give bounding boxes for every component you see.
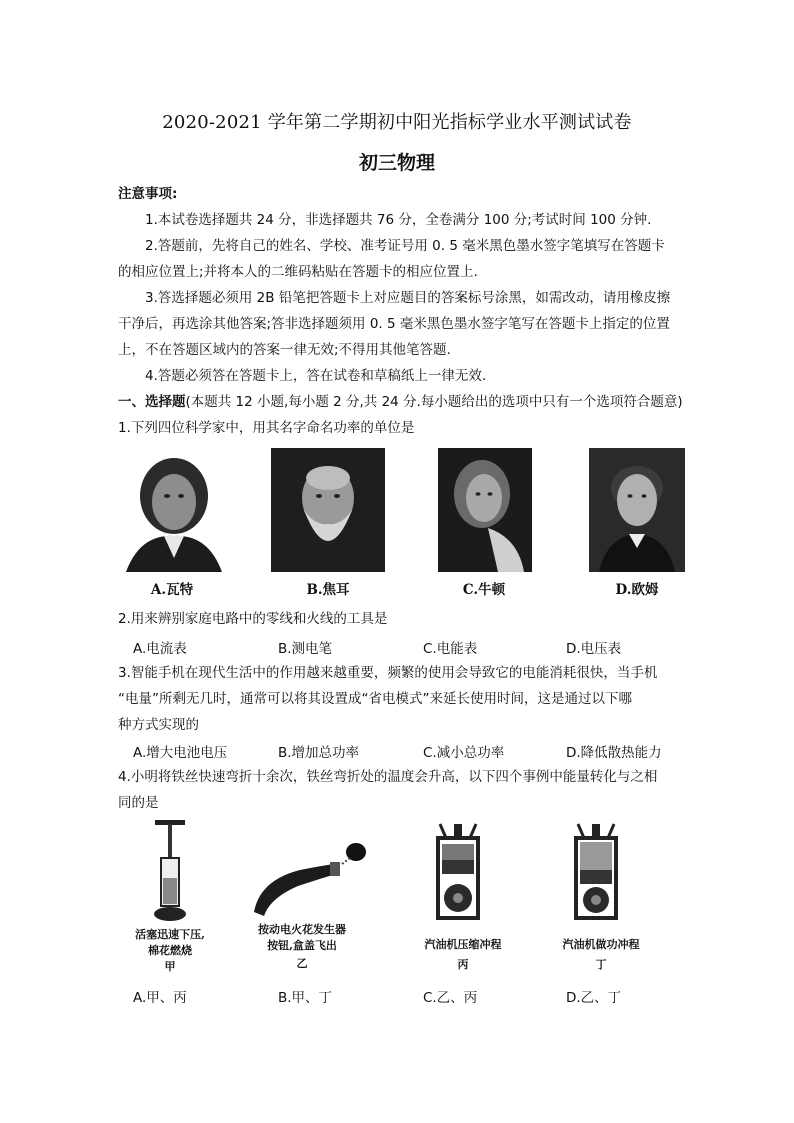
exam-subtitle: 初三物理 xyxy=(358,152,435,174)
note-item-3-line2: 干净后，再选涂其他答案;答非选择题须用 0. 5 毫米黑色墨水签字笔写在答题卡上指定的位置 xyxy=(118,316,670,332)
note-item-3-line1: 3.答选择题必须用 2B 铅笔把答题卡上对应题目的答案标号涂黑，如需改动，请用橡皮擦 xyxy=(145,290,671,306)
q4-option-d: D.乙、丁 xyxy=(566,990,622,1006)
q4-option-b: B.甲、丁 xyxy=(278,990,333,1006)
exam-title: 2020-2021 学年第二学期初中阳光指标学业水平测试试卷 xyxy=(162,112,632,133)
note-item-1: 1.本试卷选择题共 24 分，非选择题共 76 分，全卷满分 100 分;考试时间 100 分钟. xyxy=(145,212,652,228)
q2-option-b: B.测电笔 xyxy=(278,641,333,657)
portrait-watt xyxy=(120,448,228,572)
q2-options xyxy=(133,637,693,657)
q4-device-yi-caption: 按动电火花发生器 按钮,盒盖飞出 乙 xyxy=(258,923,346,970)
section1-header xyxy=(118,389,683,415)
q1-caption-c: C.牛顿 xyxy=(462,582,506,598)
q3-line2: “电量”所剩无几时，通常可以将其设置成“省电模式”来延长使用时间，这是通过以下哪 xyxy=(118,691,632,707)
portrait-joule xyxy=(271,448,385,572)
q4-line2: 同的是 xyxy=(118,795,159,811)
section1-heading: 一、选择题 xyxy=(118,394,186,410)
portrait-ohm xyxy=(589,448,685,572)
q4-line1: 4.小明将铁丝快速弯折十余次，铁丝弯折处的温度会升高，以下四个事例中能量转化与之相 xyxy=(118,769,658,785)
note-item-2-line2: 的相应位置上;并将本人的二维码粘贴在答题卡的相应位置上. xyxy=(118,264,478,280)
q4-option-a: A.甲、丙 xyxy=(133,990,187,1006)
q1-stem: 1.下列四位科学家中，用其名字命名功率的单位是 xyxy=(118,420,415,436)
q4-options xyxy=(133,986,693,1006)
q3-option-b: B.增加总功率 xyxy=(278,745,360,761)
q2-option-c: C.电能表 xyxy=(423,641,478,657)
engine-power-stroke-icon xyxy=(568,820,624,924)
portrait-newton xyxy=(438,448,532,572)
q3-option-a: A.增大电池电压 xyxy=(133,745,228,761)
engine-compression-stroke-icon xyxy=(430,820,486,924)
piston-syringe-icon xyxy=(145,818,195,924)
q1-caption-d: D.欧姆 xyxy=(615,582,659,598)
note-item-4: 4.答题必须答在答题卡上，答在试卷和草稿纸上一律无效. xyxy=(145,368,487,384)
q2-option-d: D.电压表 xyxy=(566,641,622,657)
q3-option-d: D.降低散热能力 xyxy=(566,745,662,761)
note-item-2-line1: 2.答题前，先将自己的姓名、学校、准考证号用 0. 5 毫米黑色墨水签字笔填写在答题卡 xyxy=(145,238,665,254)
spark-generator-icon xyxy=(250,840,370,920)
q4-device-bing-caption: 汽油机压缩冲程 丙 xyxy=(424,938,502,971)
section1-desc: (本题共 12 小题,每小题 2 分,共 24 分.每小题给出的选项中只有一个选项符合题意) xyxy=(185,394,683,410)
q1-caption-a: A.瓦特 xyxy=(150,582,194,598)
q2-option-a: A.电流表 xyxy=(133,641,187,657)
q3-options xyxy=(133,741,693,761)
note-item-3-line3: 上，不在答题区域内的答案一律无效;不得用其他笔答题. xyxy=(118,342,451,358)
q3-option-c: C.减小总功率 xyxy=(423,745,505,761)
q4-device-jia-caption: 活塞迅速下压, 棉花燃烧 甲 xyxy=(135,928,205,973)
q4-option-c: C.乙、丙 xyxy=(423,990,478,1006)
q1-caption-b: B.焦耳 xyxy=(306,582,350,598)
q3-line1: 3.智能手机在现代生活中的作用越来越重要，频繁的使用会导致它的电能消耗很快，当手机 xyxy=(118,665,658,681)
notes-heading: 注意事项: xyxy=(118,186,178,202)
q2-stem: 2.用来辨别家庭电路中的零线和火线的工具是 xyxy=(118,611,388,627)
q3-line3: 种方式实现的 xyxy=(118,717,199,733)
q4-device-ding-caption: 汽油机做功冲程 丁 xyxy=(562,938,640,971)
